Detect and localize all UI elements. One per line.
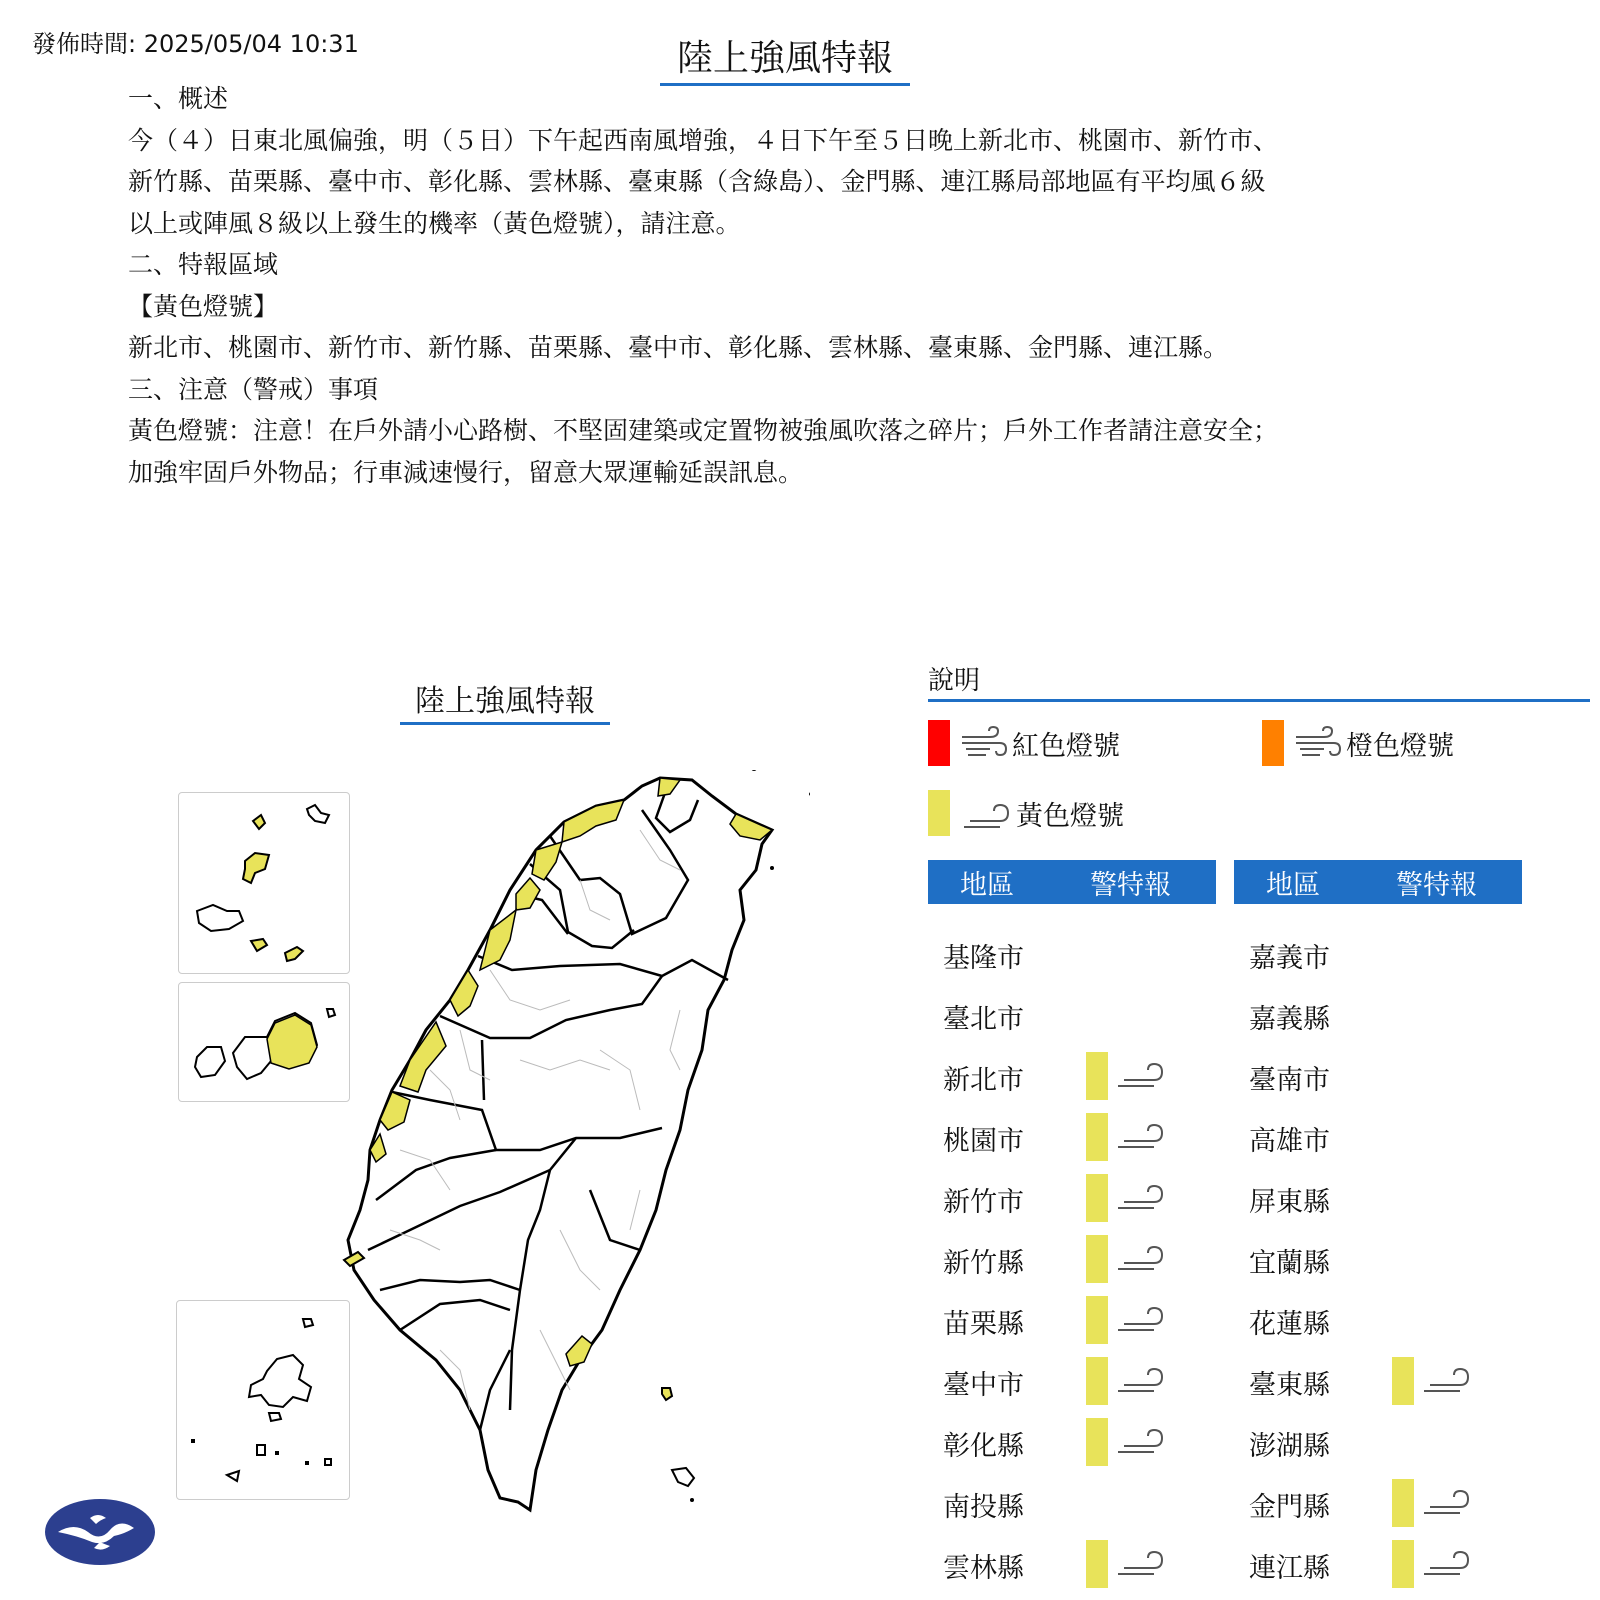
region-name: 臺北市: [943, 1004, 1024, 1035]
inset-kinmen: [178, 982, 350, 1102]
yellow-warning-swatch: [1086, 1235, 1108, 1283]
col-region-header: 地區: [1266, 869, 1320, 901]
yellow-warning-swatch: [1086, 1540, 1108, 1588]
region-name: 新竹市: [943, 1187, 1024, 1218]
taiwan-map: [340, 770, 810, 1550]
table-row: [928, 1046, 1216, 1106]
island-green-island: [662, 1388, 672, 1400]
bulletin-line: 加強牢固戶外物品；行車減速慢行，留意大眾運輸延誤訊息。: [128, 457, 804, 487]
legend-heading: 說明: [928, 660, 1590, 702]
legend-label-yellow: 黃色燈號: [1016, 800, 1124, 832]
region-name: 彰化縣: [943, 1431, 1024, 1462]
yellow-warning-swatch: [1392, 1357, 1414, 1405]
region-name: 屏東縣: [1249, 1187, 1330, 1218]
bulletin-line: 【黃色燈號】: [128, 291, 279, 321]
wind-icon: [1420, 1546, 1472, 1582]
islet-keelung: [809, 791, 810, 797]
legend-swatch-orange: [1262, 720, 1284, 766]
legend-item-red: [928, 720, 1120, 766]
legend-item-yellow: [928, 790, 1124, 836]
inset-matsu: [176, 1300, 350, 1500]
wind-icon: [960, 795, 1012, 831]
wind-icon: [1114, 1546, 1166, 1582]
bulletin-line: 新竹縣、苗栗縣、臺中市、彰化縣、雲林縣、臺東縣（含綠島）、金門縣、連江縣局部地區有平均風６級: [128, 167, 1266, 196]
legend-swatch-yellow: [928, 790, 950, 836]
col-region-header: 地區: [960, 869, 1014, 901]
bulletin-line: 一、概述: [128, 84, 229, 113]
yellow-warning-swatch: [1086, 1052, 1108, 1100]
region-name: 南投縣: [943, 1492, 1024, 1523]
yellow-warning-swatch: [1392, 1479, 1414, 1527]
yellow-warning-swatch: [1392, 1540, 1414, 1588]
table-row: [1234, 985, 1522, 1045]
bulletin-line: 今（４）日東北風偏強，明（５日）下午起西南風增強，４日下午至５日晚上新北市、桃園市、新竹市、: [128, 125, 1279, 155]
wind-icon: [1420, 1363, 1472, 1399]
region-name: 基隆市: [943, 943, 1024, 974]
table-row: [928, 1534, 1216, 1594]
wind-icon: [1420, 1485, 1472, 1521]
yellow-warning-swatch: [1086, 1357, 1108, 1405]
bulletin-text: [128, 78, 1458, 493]
region-name: 金門縣: [1249, 1492, 1330, 1523]
region-name: 臺中市: [943, 1370, 1024, 1401]
wind-icon: [1114, 1241, 1166, 1277]
islet-dot: [751, 770, 757, 771]
table-header-right: [1234, 860, 1522, 904]
legend-label-orange: 橙色燈號: [1346, 730, 1454, 762]
table-row: [1234, 1473, 1522, 1533]
islet-dot: [770, 866, 774, 870]
table-row: [1234, 1290, 1522, 1350]
yellow-warning-swatch: [1086, 1113, 1108, 1161]
col-warning-header: 警特報: [1090, 869, 1171, 901]
region-name: 新竹縣: [943, 1248, 1024, 1279]
wind-icon: [1114, 1363, 1166, 1399]
region-name: 臺東縣: [1249, 1370, 1330, 1401]
legend-label-red: 紅色燈號: [1012, 730, 1120, 762]
wind-icon: [1114, 1119, 1166, 1155]
yellow-warning-swatch: [1086, 1296, 1108, 1344]
region-name: 雲林縣: [943, 1553, 1024, 1584]
issue-time: 發佈時間: 2025/05/04 10:31: [32, 30, 359, 58]
bulletin-line: 二、特報區域: [128, 250, 279, 279]
table-row: [1234, 1412, 1522, 1472]
yellow-warning-swatch: [1086, 1174, 1108, 1222]
region-name: 連江縣: [1249, 1553, 1330, 1584]
region-name: 高雄市: [1249, 1126, 1330, 1157]
table-row: [928, 985, 1216, 1045]
region-name: 臺南市: [1249, 1065, 1330, 1096]
region-name: 苗栗縣: [943, 1309, 1024, 1340]
wind-icon: [1114, 1058, 1166, 1094]
strong-wind-icon: [960, 725, 1008, 761]
wind-icon: [1114, 1180, 1166, 1216]
table-row: [1234, 924, 1522, 984]
wind-icon: [1114, 1302, 1166, 1338]
table-row: [1234, 1229, 1522, 1289]
region-name: 桃園市: [943, 1126, 1024, 1157]
region-name: 嘉義縣: [1249, 1004, 1330, 1035]
region-name: 嘉義市: [1249, 943, 1330, 974]
wind-icon: [1114, 1424, 1166, 1460]
table-row: [928, 1229, 1216, 1289]
table-row: [1234, 1046, 1522, 1106]
table-row: [928, 1107, 1216, 1167]
table-header-left: [928, 860, 1216, 904]
legend-swatch-red: [928, 720, 950, 766]
bulletin-line: 以上或陣風８級以上發生的機率（黃色燈號），請注意。: [128, 208, 741, 238]
table-row: [1234, 1168, 1522, 1228]
table-row: [1234, 1107, 1522, 1167]
inset-penghu: [178, 792, 350, 974]
table-row: [1234, 1534, 1522, 1594]
cwa-logo: [44, 1498, 156, 1566]
region-name: 澎湖縣: [1249, 1431, 1330, 1462]
table-row: [928, 1351, 1216, 1411]
islet-dot: [690, 1498, 694, 1502]
yellow-warning-swatch: [1086, 1418, 1108, 1466]
bulletin-line: 三、注意（警戒）事項: [128, 374, 379, 404]
bulletin-line: 新北市、桃園市、新竹市、新竹縣、苗栗縣、臺中市、彰化縣、雲林縣、臺東縣、金門縣、連江縣。: [128, 333, 1229, 362]
region-name: 宜蘭縣: [1249, 1248, 1330, 1279]
table-row: [928, 1168, 1216, 1228]
table-row: [928, 1290, 1216, 1350]
table-row: [1234, 1351, 1522, 1411]
table-row: [928, 1412, 1216, 1472]
col-warning-header: 警特報: [1396, 869, 1477, 901]
page-title: 陸上強風特報: [660, 30, 910, 86]
region-name: 新北市: [943, 1065, 1024, 1096]
table-row: [928, 1473, 1216, 1533]
region-name: 花蓮縣: [1249, 1309, 1330, 1340]
island-orchid-island: [672, 1468, 694, 1486]
map-title: 陸上強風特報: [400, 676, 610, 725]
legend-item-orange: [1262, 720, 1454, 766]
bulletin-line: 黃色燈號：注意！在戶外請小心路樹、不堅固建築或定置物被強風吹落之碎片；戶外工作者請注意安全；: [128, 416, 1279, 445]
strong-wind-icon: [1294, 725, 1342, 761]
table-row: [928, 924, 1216, 984]
